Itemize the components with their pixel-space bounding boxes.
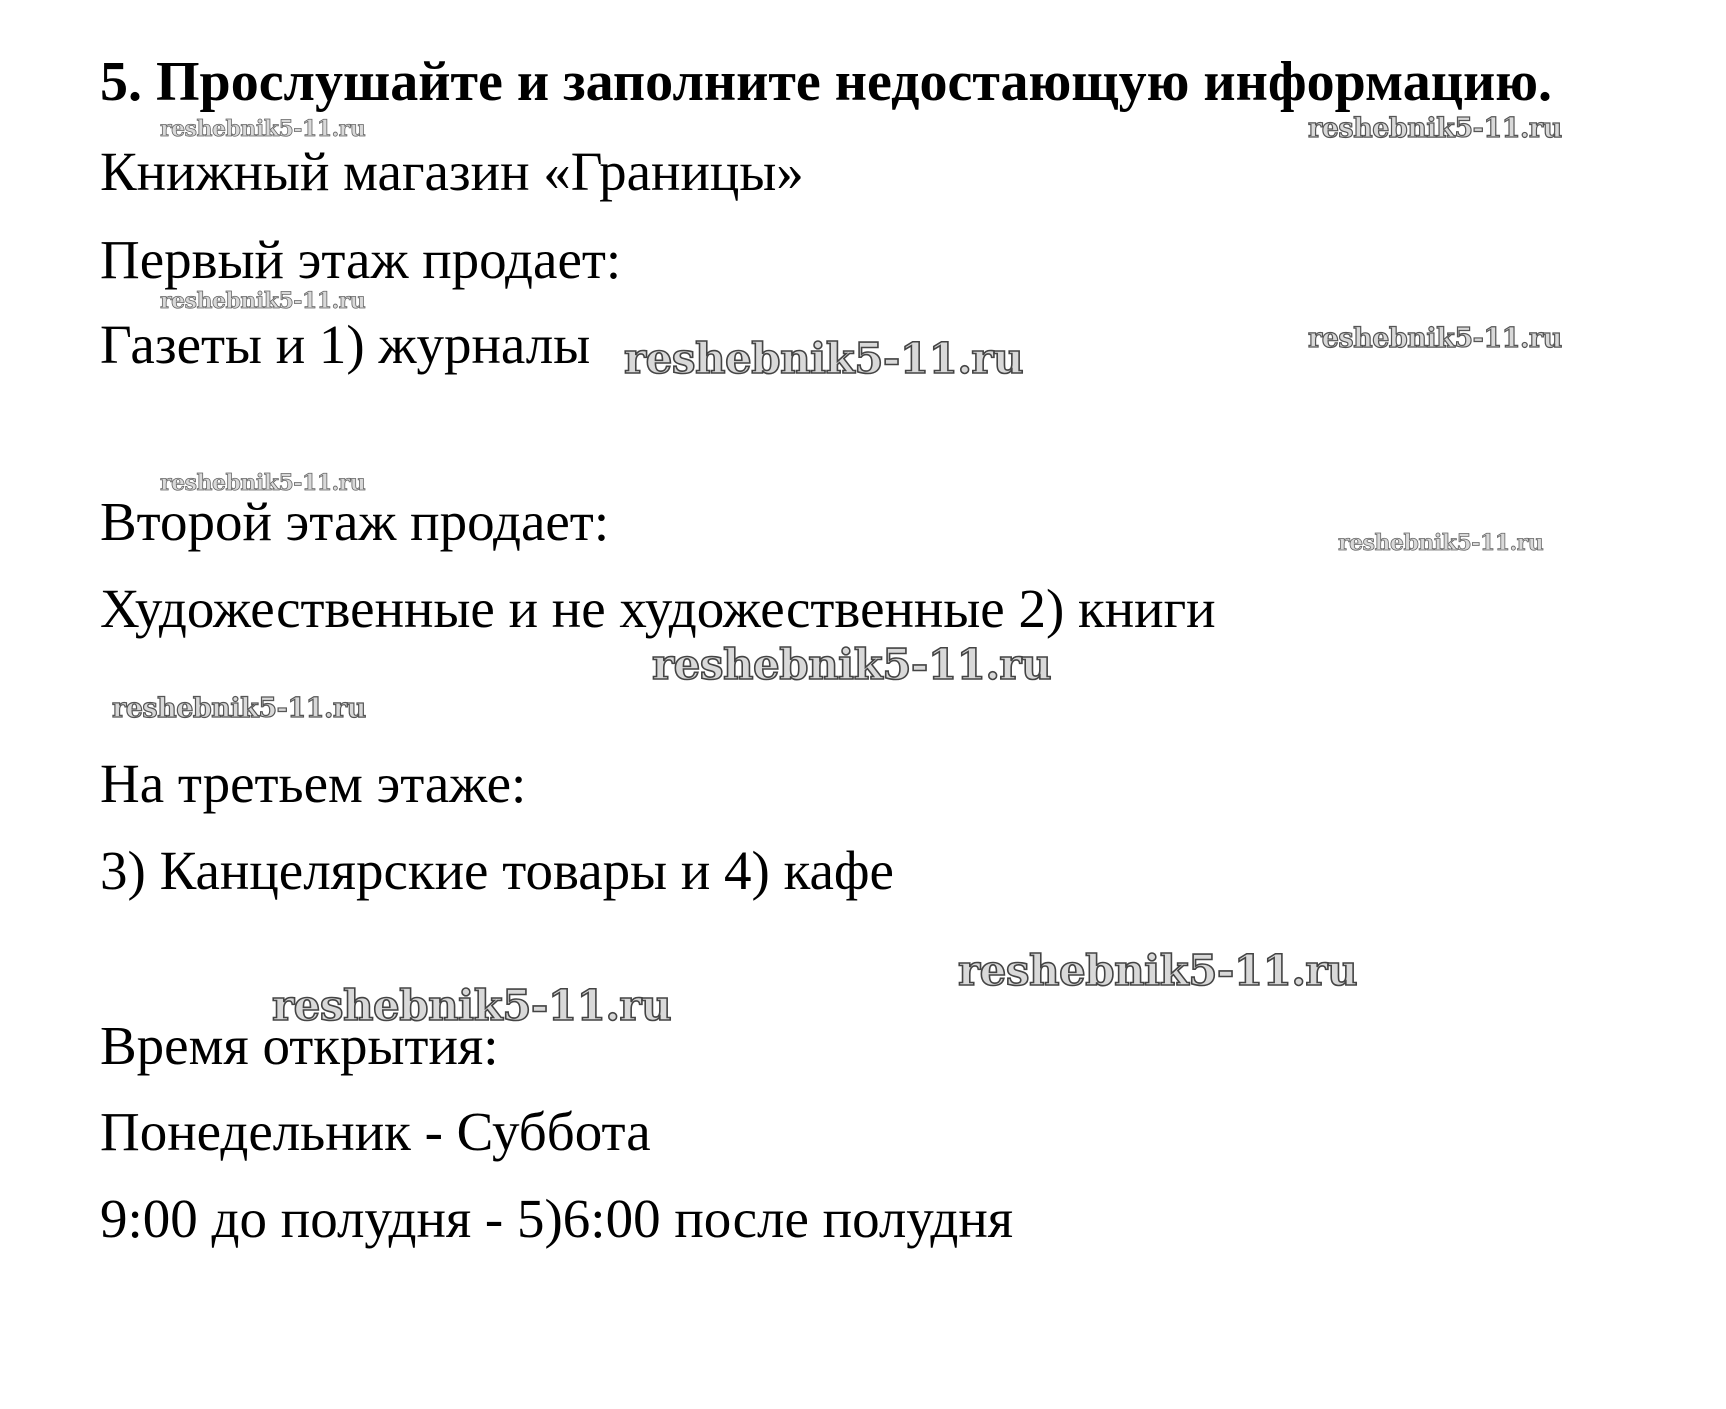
floor2-heading: Второй этаж продает: [100,491,610,552]
watermark: reshebnik5-11.ru [1308,113,1562,144]
floor2-items: Художественные и не художественные 2) книги [100,578,1216,639]
watermark: reshebnik5-11.ru [1308,323,1562,354]
hours-heading: Время открытия: [100,1015,499,1076]
hours-days: Понедельник - Суббота [100,1101,651,1162]
floor3-heading: На третьем этаже: [100,753,527,814]
watermark: reshebnik5-11.ru [160,288,366,314]
watermark: reshebnik5-11.ru [112,693,366,724]
watermark: reshebnik5-11.ru [624,334,1024,383]
floor3-items: 3) Канцелярские товары и 4) кафе [100,840,894,901]
watermark: reshebnik5-11.ru [958,946,1358,995]
watermark: reshebnik5-11.ru [1338,530,1544,556]
hours-time: 9:00 до полудня - 5)6:00 после полудня [100,1188,1014,1249]
watermark: reshebnik5-11.ru [272,981,672,1030]
watermark: reshebnik5-11.ru [652,640,1052,689]
floor1-heading: Первый этаж продает: [100,229,622,290]
floor1-items: Газеты и 1) журналы [100,314,591,375]
task-title: 5. Прослушайте и заполните недостающую информацию. [100,51,1553,113]
store-name: Книжный магазин «Границы» [100,141,804,202]
watermark: reshebnik5-11.ru [160,470,366,496]
watermark: reshebnik5-11.ru [160,116,366,142]
